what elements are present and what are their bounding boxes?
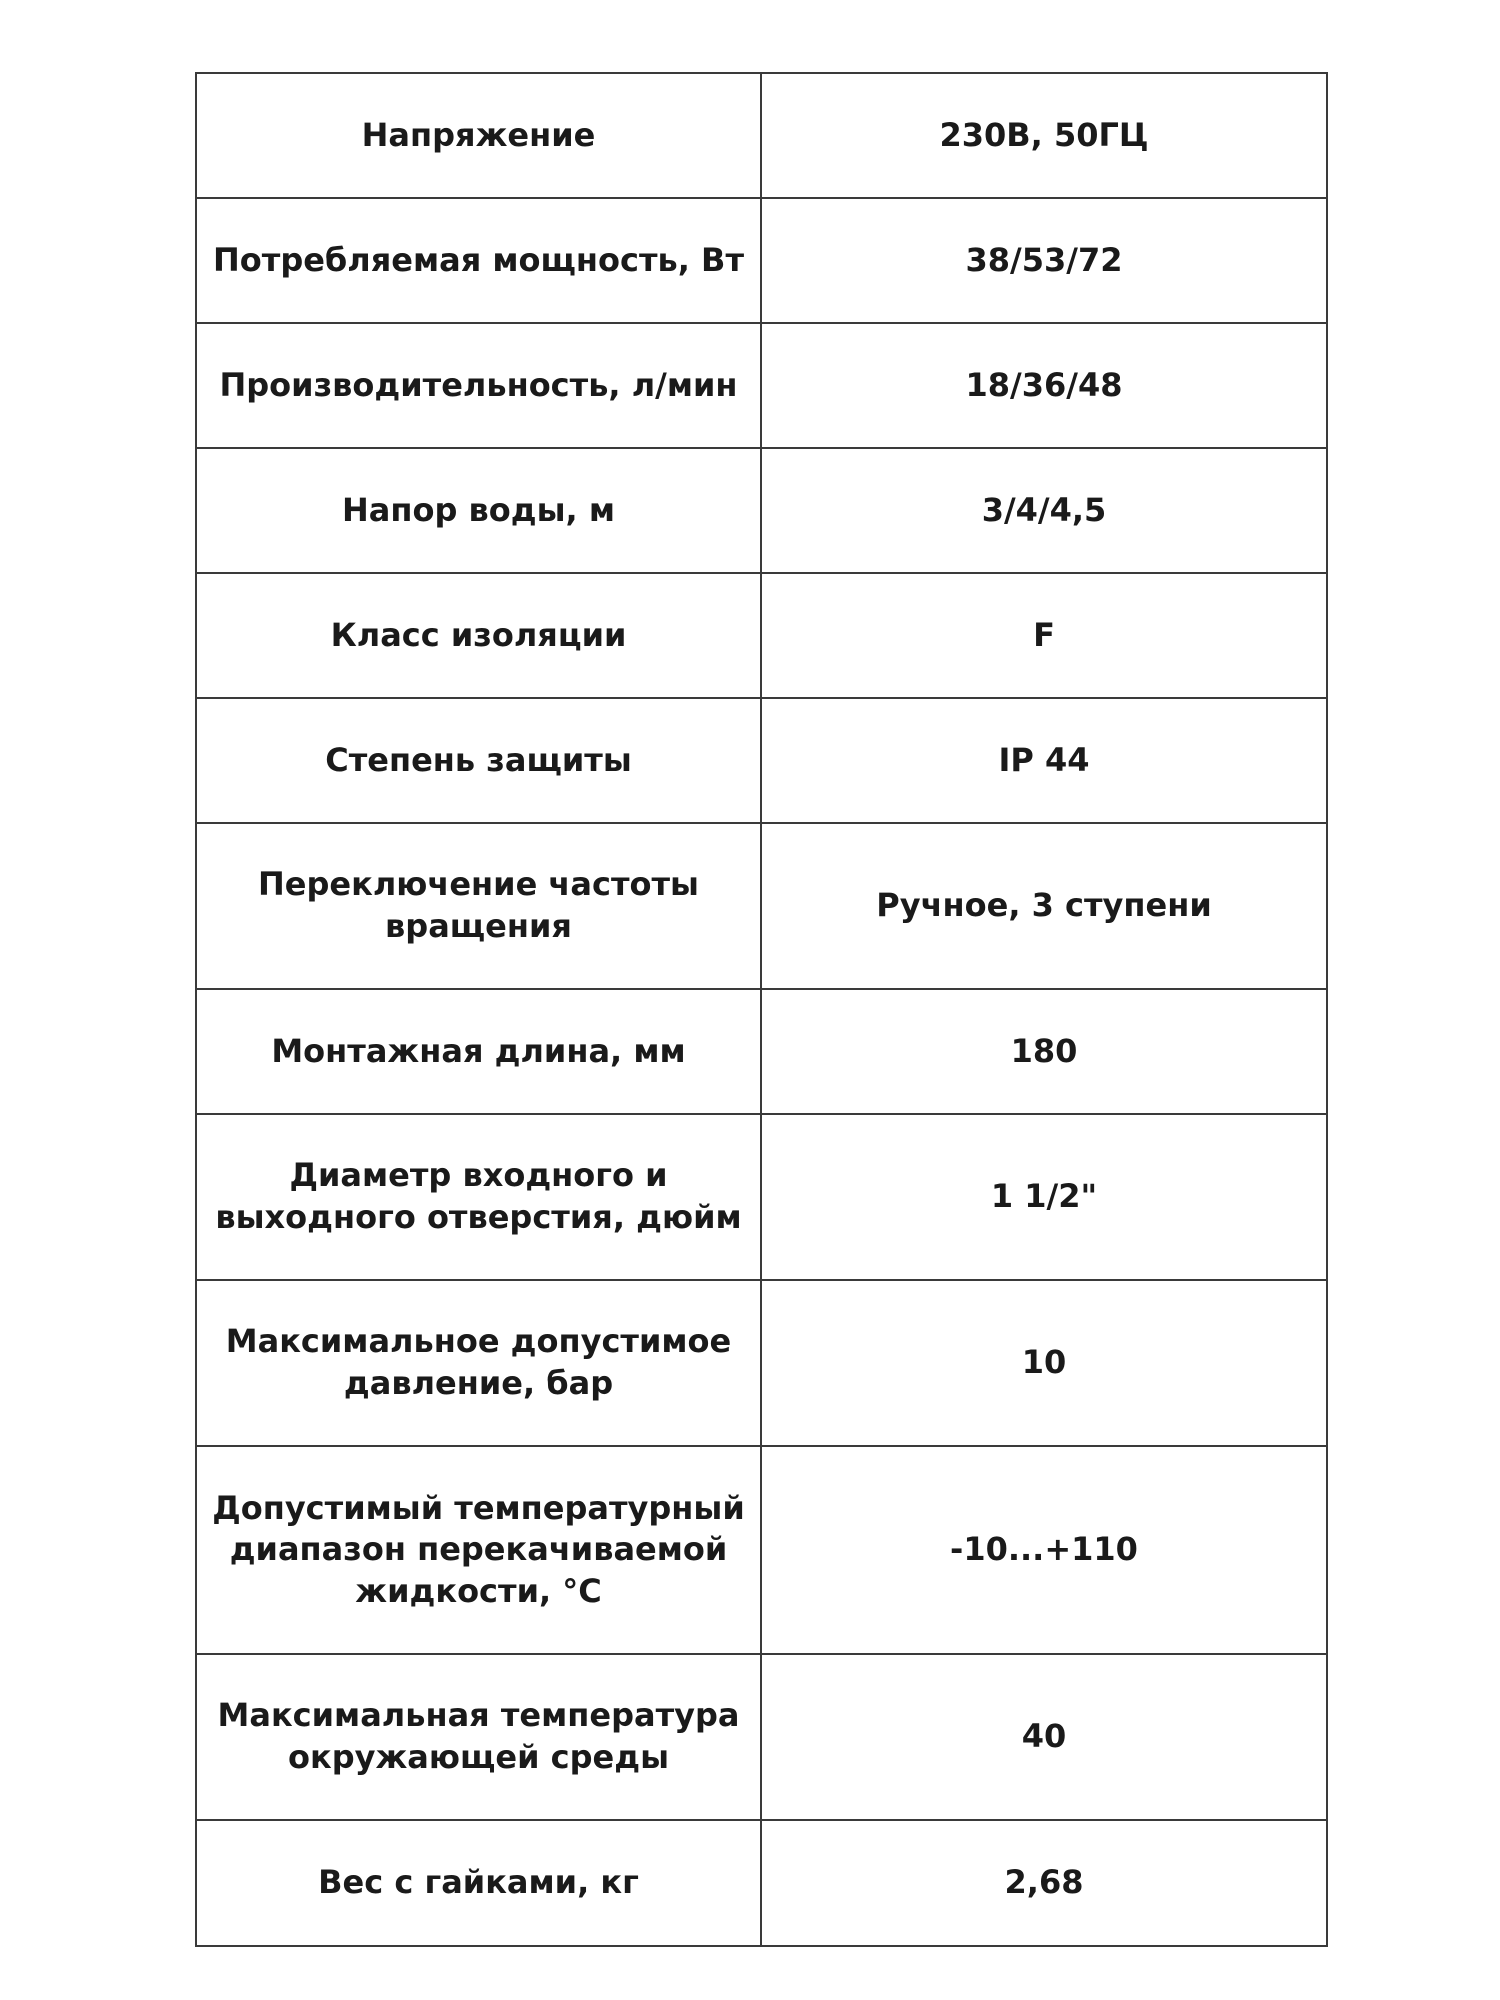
spec-label: Класс изоляции: [196, 573, 761, 698]
spec-value: -10...+110: [761, 1446, 1327, 1654]
spec-value: 2,68: [761, 1820, 1327, 1946]
table-row: [196, 1446, 1327, 1654]
spec-label: Допустимый температурный диапазон перекачиваемой жидкости, °С: [196, 1446, 761, 1654]
spec-label: Переключение частоты вращения: [196, 823, 761, 989]
spec-label: Вес с гайками, кг: [196, 1820, 761, 1946]
spec-label: Диаметр входного и выходного отверстия, дюйм: [196, 1114, 761, 1280]
spec-value: 40: [761, 1654, 1327, 1820]
spec-value: 230В, 50ГЦ: [761, 73, 1327, 198]
spec-value: Ручное, 3 ступени: [761, 823, 1327, 989]
table-row: [196, 1820, 1327, 1946]
spec-label: Производительность, л/мин: [196, 323, 761, 448]
table-row: [196, 823, 1327, 989]
specifications-table: [195, 72, 1328, 1947]
spec-value: 1 1/2": [761, 1114, 1327, 1280]
table-row: [196, 989, 1327, 1114]
table-row: [196, 698, 1327, 823]
table-row: [196, 1114, 1327, 1280]
table-row: [196, 73, 1327, 198]
spec-label: Максимальная температура окружающей среды: [196, 1654, 761, 1820]
spec-label: Монтажная длина, мм: [196, 989, 761, 1114]
spec-label: Напряжение: [196, 73, 761, 198]
table-row: [196, 1280, 1327, 1446]
spec-value: 18/36/48: [761, 323, 1327, 448]
spec-value: 10: [761, 1280, 1327, 1446]
table-row: [196, 323, 1327, 448]
spec-label: Напор воды, м: [196, 448, 761, 573]
spec-value: 38/53/72: [761, 198, 1327, 323]
spec-label: Потребляемая мощность, Вт: [196, 198, 761, 323]
table-row: [196, 198, 1327, 323]
table-row: [196, 573, 1327, 698]
spec-value: F: [761, 573, 1327, 698]
spec-value: IP 44: [761, 698, 1327, 823]
table-row: [196, 1654, 1327, 1820]
spec-label: Степень защиты: [196, 698, 761, 823]
spec-value: 3/4/4,5: [761, 448, 1327, 573]
spec-value: 180: [761, 989, 1327, 1114]
spec-label: Максимальное допустимое давление, бар: [196, 1280, 761, 1446]
table-row: [196, 448, 1327, 573]
